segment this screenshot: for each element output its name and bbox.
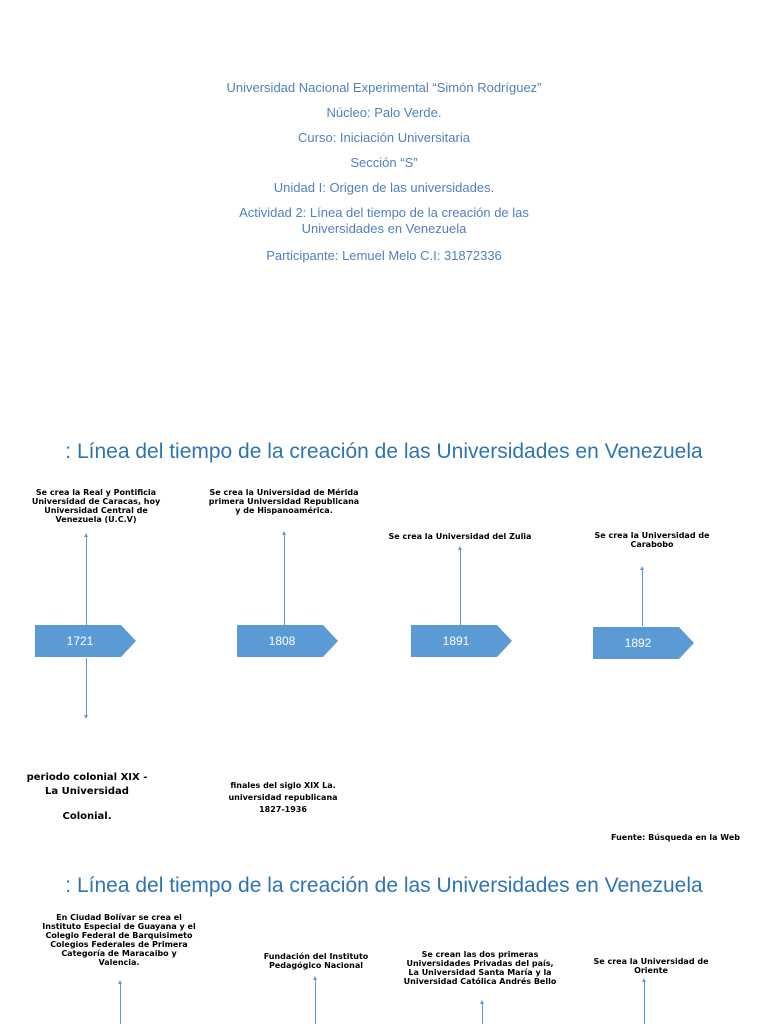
connector-line: [120, 983, 121, 1024]
connector-line: [86, 658, 87, 715]
event-1808-period: finales del siglo XIX La. universidad republicana 1827-1936: [228, 781, 338, 814]
event-1891-text: Se crea la Universidad del Zulia: [388, 532, 532, 541]
year-label: 1721: [66, 634, 94, 648]
year-label: 1892: [624, 636, 652, 650]
event-1721-text: Se crea la Real y Pontificia Universidad de Caracas, hoy Universidad Central de Venezuela (U.C.V): [31, 488, 161, 524]
connector-line: [460, 549, 461, 626]
event-1892-text: Se crea la Universidad de Carabobo: [594, 531, 710, 549]
connector-line: [482, 1003, 483, 1024]
event2-1-text: En Ciudad Bolívar se crea el Instituto Especial de Guayana y el Colegio Federal de Barquisimeto Colegios Federales de Primera Categoría de Maracaibo y Valencia.: [42, 913, 196, 967]
year-marker-1891: [411, 625, 513, 657]
year-marker-1721: [35, 625, 137, 657]
year-marker-1892: [593, 627, 695, 659]
connector-line: [86, 536, 87, 626]
timeline2-title: : Línea del tiempo de la creación de las Universidades en Venezuela: [65, 874, 703, 897]
event-1808-text: Se crea la Universidad de Mérida primera Universidad Republicana y de Hispanoamérica.: [208, 488, 360, 515]
connector-line: [284, 534, 285, 626]
header-participante: Participante: Lemuel Melo C.I: 31872336: [266, 248, 502, 263]
year-label: 1808: [268, 634, 296, 648]
event-1721-period-cont: Colonial.: [62, 811, 112, 822]
header-university: Universidad Nacional Experimental “Simón Rodríguez”: [226, 80, 542, 95]
connector-line: [642, 569, 643, 626]
timeline1-title: : Línea del tiempo de la creación de las Universidades en Venezuela: [65, 440, 703, 463]
header-nucleo: Núcleo: Palo Verde.: [326, 105, 442, 120]
header-unidad: Unidad I: Origen de las universidades.: [273, 180, 495, 195]
year-label: 1891: [442, 634, 470, 648]
source-note: Fuente: Búsqueda en la Web: [611, 833, 740, 842]
event2-3-text: Se crean las dos primeras Universidades Privadas del país, La Universidad Santa María y la Universidad Católica Andrés Bello: [403, 950, 557, 986]
event2-4-text: Se crea la Universidad de Oriente: [593, 957, 709, 975]
header-seccion: Sección “S”: [350, 155, 418, 170]
arrow-down-icon: [84, 715, 88, 719]
connector-line: [315, 979, 316, 1024]
header-actividad: Actividad 2: Línea del tiempo de la creación de las: [239, 205, 529, 220]
header-curso: Curso: Iniciación Universitaria: [298, 130, 470, 145]
header-actividad-cont: Universidades en Venezuela: [301, 221, 467, 236]
connector-line: [644, 981, 645, 1024]
event-1721-period: periodo colonial XIX - La Universidad: [26, 772, 148, 797]
year-marker-1808: [237, 625, 339, 657]
event2-2-text: Fundación del Instituto Pedagógico Nacional: [263, 952, 369, 970]
